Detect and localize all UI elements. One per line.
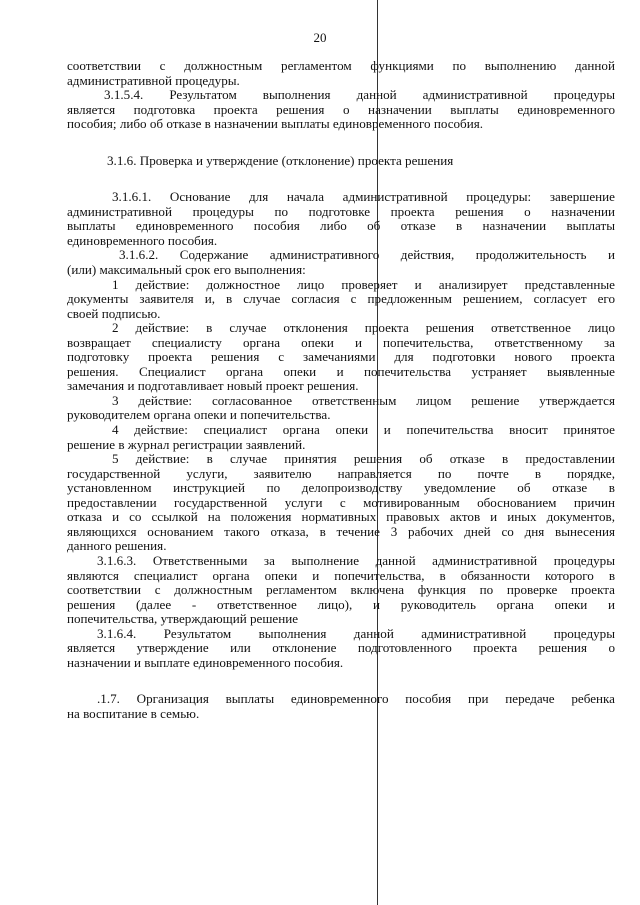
text-line: (или) максимальный срок его выполнения:	[67, 263, 306, 278]
section-heading: .1.7. Организация выплаты единовременного пособия при передаче ребенка	[97, 692, 615, 707]
text-line: является утверждение или отклонение подготовленного проекта решения о	[67, 641, 615, 656]
text-line: административной процедуры.	[67, 73, 240, 88]
text-line: государственной услуги, заявителю направляется по почте в порядке,	[67, 466, 615, 481]
text-line: 2 действие: в случае отклонения проекта решения ответственное лицо	[112, 321, 615, 336]
text-line: административной процедуры по подготовке проекта решения о назначении	[67, 204, 615, 219]
text-line: отказа и со ссылкой на положения нормативных правовых актов и иных документов,	[67, 510, 615, 525]
text-line: своей подписью.	[67, 306, 161, 321]
text-line: возвращает специалисту органа опеки и попечительства, ответственному за	[67, 335, 615, 350]
text-line: 5 действие: в случае принятия решения об отказе в предоставлении	[112, 452, 615, 467]
text-line: соответствии с должностным регламентом функциями по выполнению данной	[67, 59, 615, 73]
text-line: соответствии с должностным регламентом включена функция по проверке проекта	[67, 583, 615, 598]
text-line: 3 действие: согласованное ответственным лицом решение утверждается	[112, 393, 615, 408]
text-line: решения. Специалист органа опеки и попечительства устраняет выявленные	[67, 364, 615, 379]
document-body	[67, 59, 615, 721]
text-line: назначении и выплате единовременного пособия.	[67, 655, 344, 670]
text-line: 3.1.6.4. Результатом выполнения данной административной процедуры	[97, 626, 615, 641]
text-line: замечания и подготавливает новый проект решения.	[67, 379, 359, 394]
text-line: 4 действие: специалист органа опеки и попечительства вносит принятое	[112, 423, 615, 438]
page-number: 20	[313, 30, 327, 45]
section-heading: 3.1.6. Проверка и утверждение (отклонение) проекта решения	[107, 153, 454, 168]
text-line: данного решения.	[67, 539, 167, 554]
text-line: 3.1.6.2. Содержание административного действия, продолжительность и	[119, 248, 615, 263]
text-line: выплаты единовременного пособия либо об отказе в назначении выплаты	[67, 219, 615, 234]
text-line: 3.1.6.3. Ответственными за выполнение данной административной процедуры	[97, 553, 615, 568]
text-line: 3.1.5.4. Результатом выполнения данной административной процедуры	[104, 88, 615, 103]
text-line: являющихся основанием такого отказа, в течение 3 рабочих дней со дня вынесения	[67, 524, 615, 539]
text-line: решения (далее - ответственное лицо), и руководитель органа опеки и	[67, 597, 615, 612]
text-line: установленном инструкцией по делопроизводству уведомление об отказе в	[67, 481, 615, 496]
text-line: попечительства, утверждающий решение	[67, 612, 299, 627]
text-line: 1 действие: должностное лицо проверяет и анализирует представленные	[112, 277, 615, 292]
text-line: подготовку проекта решения с замечаниями для подготовки нового проекта	[67, 350, 615, 365]
text-line: на воспитание в семью.	[67, 706, 200, 721]
text-line: руководителем органа опеки и попечительства.	[67, 408, 331, 423]
text-line: предоставлении государственной услуги с мотивированным обоснованием причин	[67, 495, 615, 510]
text-line: документы заявителя и, в случае согласия с предложенным решением, согласует его	[67, 292, 615, 307]
text-line: являются специалист органа опеки и попечительства, в обязанности которого в	[67, 568, 615, 583]
text-line: решение в журнал регистрации заявлений.	[67, 437, 306, 452]
text-line: 3.1.6.1. Основание для начала административной процедуры: завершение	[112, 190, 615, 205]
text-line: пособия; либо об отказе в назначении выплаты единовременного пособия.	[67, 117, 484, 132]
text-line: единовременного пособия.	[67, 233, 218, 248]
text-line: является подготовка проекта решения о назначении выплаты единовременного	[67, 102, 615, 117]
